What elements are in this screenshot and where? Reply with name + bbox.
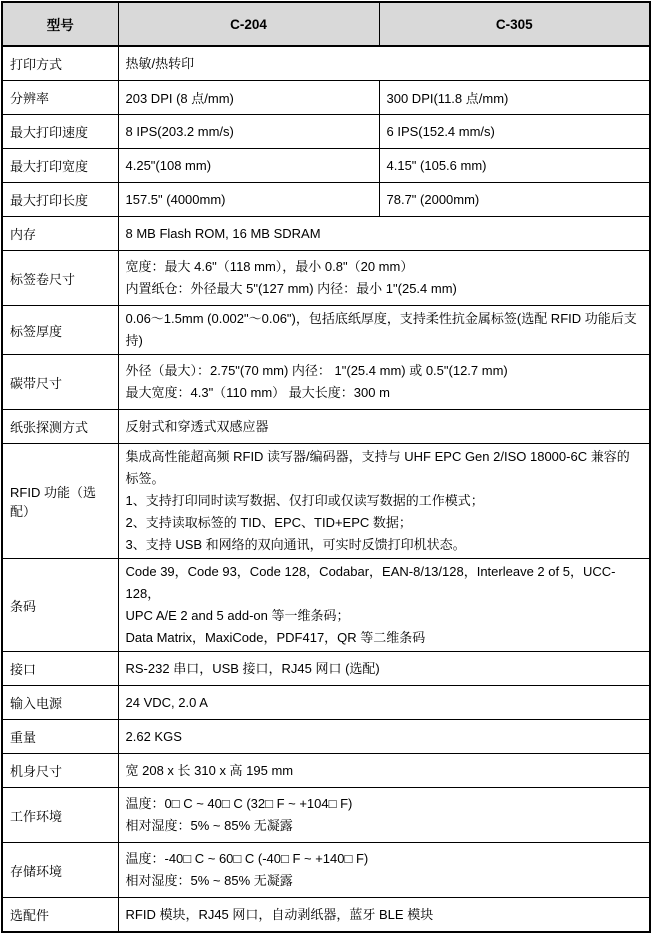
row-label: 最大打印宽度 (2, 149, 118, 183)
cell-c305: 300 DPI(11.8 点/mm) (379, 81, 650, 115)
cell-line: 相对湿度：5% ~ 85% 无凝露 (125, 873, 293, 888)
cell-value (118, 46, 650, 81)
cell-c204: 157.5" (4000mm) (118, 183, 379, 217)
row-max-print-width (2, 149, 650, 183)
row-paper-detection (2, 410, 650, 444)
cell-line: 0.06～1.5mm (0.002"～0.06")，包括底纸厚度，支持柔性抗金属标签(选配 RFID 功能后支持) (125, 311, 637, 348)
cell-c204: 203 DPI (8 点/mm) (118, 81, 379, 115)
cell-value (118, 720, 650, 754)
cell-line: 温度：0□ C ~ 40□ C (32□ F ~ +104□ F) (125, 796, 353, 811)
cell-value (118, 686, 650, 720)
cell-line: RS-232 串口，USB 接口，RJ45 网口 (选配) (125, 660, 380, 676)
row-label: RFID 功能（选配） (2, 444, 118, 559)
printer-spec-table (1, 1, 651, 933)
row-label: 最大打印长度 (2, 183, 118, 217)
row-ribbon-size (2, 355, 650, 410)
row-label: 重量 (2, 720, 118, 754)
row-resolution (2, 81, 650, 115)
cell-line: 3、支持 USB 和网络的双向通讯，可实时反馈打印机状态。 (125, 537, 466, 552)
row-label: 选配件 (2, 898, 118, 933)
row-label: 纸张探测方式 (2, 410, 118, 444)
row-label: 标签厚度 (2, 306, 118, 355)
header-model-c204: C-204 (118, 2, 379, 46)
row-body-dimensions (2, 754, 650, 788)
cell-value (118, 251, 650, 306)
row-label: 分辨率 (2, 81, 118, 115)
header-model-c305: C-305 (379, 2, 650, 46)
cell-line: 相对湿度：5% ~ 85% 无凝露 (125, 818, 293, 833)
cell-value (118, 217, 650, 251)
cell-line: 内置纸仓：外径最大 5"(127 mm) 内径：最小 1"(25.4 mm) (125, 281, 457, 296)
cell-c204: 4.25"(108 mm) (118, 149, 379, 183)
cell-line: Data Matrix，MaxiCode，PDF417，QR 等二维条码 (125, 630, 426, 645)
cell-line: 1、支持打印同时读写数据、仅打印或仅读写数据的工作模式； (125, 493, 484, 508)
cell-line: 集成高性能超高频 RFID 读写器/编码器，支持与 UHF EPC Gen 2/ISO 18000-6C 兼容的标签。 (125, 449, 630, 486)
table-header-row (2, 2, 650, 46)
row-label: 输入电源 (2, 686, 118, 720)
cell-line: 反射式和穿透式双感应器 (125, 418, 269, 434)
row-rfid-function (2, 444, 650, 559)
row-print-method (2, 46, 650, 81)
cell-line: 温度：-40□ C ~ 60□ C (-40□ F ~ +140□ F) (125, 851, 369, 866)
row-optional-accessories (2, 898, 650, 933)
row-max-print-length (2, 183, 650, 217)
cell-value (118, 559, 650, 652)
row-storage-environment (2, 843, 650, 898)
row-label: 碳带尺寸 (2, 355, 118, 410)
row-label: 工作环境 (2, 788, 118, 843)
cell-line: 宽度：最大 4.6"（118 mm），最小 0.8"（20 mm） (125, 259, 414, 274)
cell-c305: 6 IPS(152.4 mm/s) (379, 115, 650, 149)
row-label-thickness (2, 306, 650, 355)
row-label: 存储环境 (2, 843, 118, 898)
cell-value (118, 898, 650, 933)
cell-line: UPC A/E 2 and 5 add-on 等一维条码； (125, 608, 350, 623)
cell-value (118, 306, 650, 355)
row-barcodes (2, 559, 650, 652)
row-label: 打印方式 (2, 46, 118, 81)
cell-value (118, 788, 650, 843)
row-weight (2, 720, 650, 754)
cell-line: Code 39，Code 93，Code 128，Codabar，EAN-8/13/128，Interleave 2 of 5，UCC-128， (125, 564, 616, 601)
cell-value (118, 652, 650, 686)
cell-value (118, 410, 650, 444)
cell-value (118, 754, 650, 788)
cell-line: 热敏/热转印 (125, 55, 195, 71)
row-label: 接口 (2, 652, 118, 686)
row-label: 条码 (2, 559, 118, 652)
cell-line: 宽 208 x 长 310 x 高 195 mm (125, 762, 294, 778)
row-interfaces (2, 652, 650, 686)
cell-c305: 4.15" (105.6 mm) (379, 149, 650, 183)
cell-line: 2、支持读取标签的 TID、EPC、TID+EPC 数据； (125, 515, 412, 530)
row-label: 标签卷尺寸 (2, 251, 118, 306)
row-memory (2, 217, 650, 251)
cell-line: 外径（最大）：2.75"(70 mm) 内径： 1"(25.4 mm) 或 0.5"(12.7 mm) (125, 363, 508, 378)
header-model-label: 型号 (2, 2, 118, 46)
row-label: 内存 (2, 217, 118, 251)
cell-line: RFID 模块，RJ45 网口，自动剥纸器，蓝牙 BLE 模块 (125, 906, 434, 922)
cell-line: 8 MB Flash ROM, 16 MB SDRAM (125, 225, 321, 241)
cell-line: 2.62 KGS (125, 728, 182, 744)
row-label: 机身尺寸 (2, 754, 118, 788)
cell-c204: 8 IPS(203.2 mm/s) (118, 115, 379, 149)
cell-value (118, 444, 650, 559)
row-max-print-speed (2, 115, 650, 149)
cell-c305: 78.7" (2000mm) (379, 183, 650, 217)
cell-line: 最大宽度：4.3"（110 mm） 最大长度：300 m (125, 385, 390, 400)
row-label: 最大打印速度 (2, 115, 118, 149)
row-label-roll-size (2, 251, 650, 306)
cell-line: 24 VDC, 2.0 A (125, 694, 208, 710)
row-operating-environment (2, 788, 650, 843)
row-input-power (2, 686, 650, 720)
cell-value (118, 843, 650, 898)
cell-value (118, 355, 650, 410)
